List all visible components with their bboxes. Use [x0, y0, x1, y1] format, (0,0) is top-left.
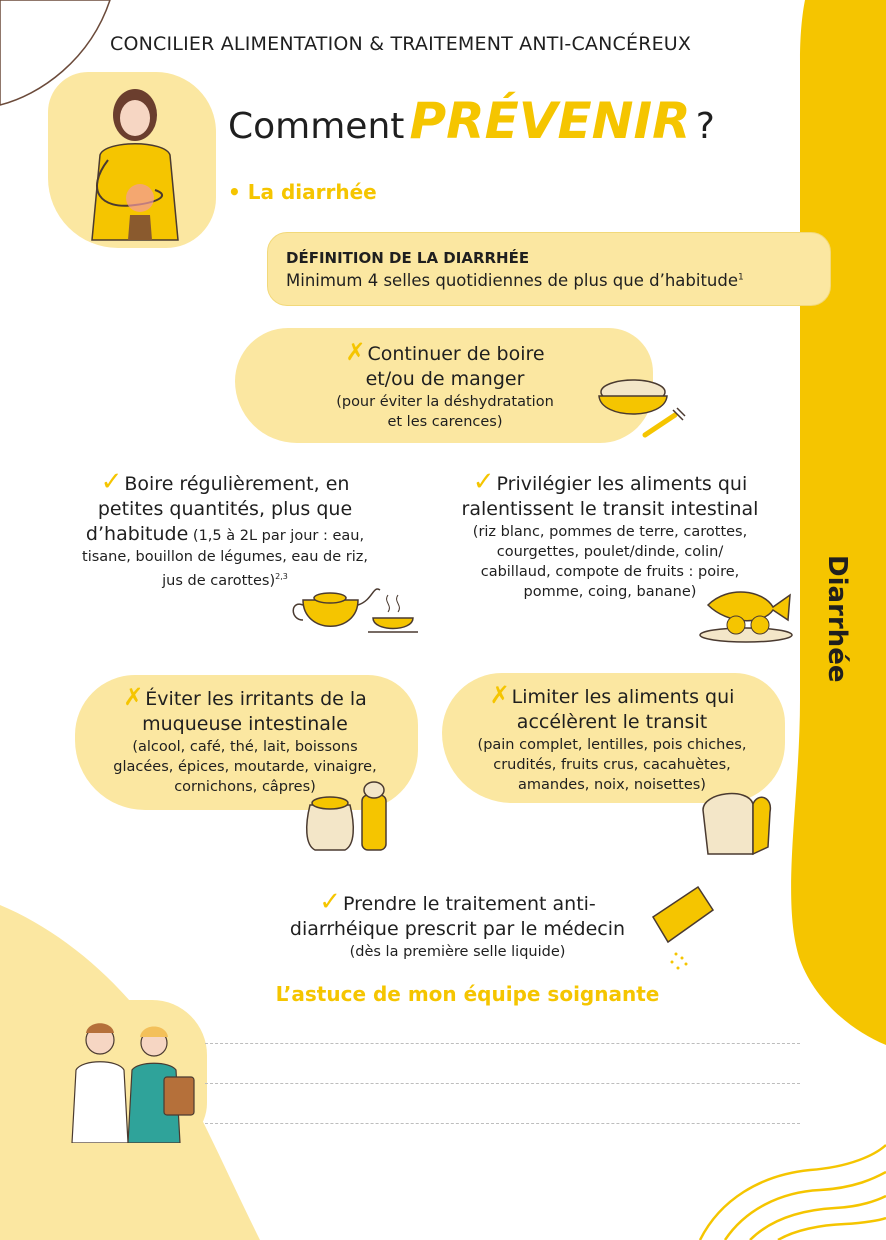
tip-drink-sup: 2,3 [275, 572, 288, 581]
side-tab [810, 555, 870, 705]
tip-avoid-detail-2: glacées, épices, moutarde, vinaigre, [113, 759, 377, 775]
bowl-icon [595, 370, 690, 442]
cross-icon: ✗ [489, 681, 510, 709]
tip-slow-line-2: ralentissent le transit intestinal [461, 498, 759, 520]
tip-avoid-line-2: muqueuse intestinale [142, 713, 348, 735]
check-icon: ✓ [100, 467, 123, 497]
note-line [205, 1123, 800, 1124]
tip-slow-detail-3: cabillaud, compote de fruits : poire, [480, 564, 740, 580]
tip-avoid-line-1: Éviter les irritants de la [145, 688, 367, 710]
bread-icon [698, 782, 776, 860]
tip-drink-line-3-detail: (1,5 à 2L par jour : eau, [188, 528, 365, 544]
note-line [205, 1083, 800, 1084]
astuce-title: L’astuce de mon équipe soignante [275, 982, 660, 1006]
top-title: CONCILIER ALIMENTATION & TRAITEMENT ANTI-CANCÉREUX [110, 33, 692, 55]
tip-slow-line-1: Privilégier les aliments qui [496, 473, 748, 495]
definition-sup: 1 [738, 272, 744, 283]
side-tab-label: Diarrhée [822, 555, 852, 683]
cross-icon: ✗ [123, 683, 144, 711]
tip-slow-detail-4: pomme, coing, banane) [523, 584, 697, 600]
definition-text [286, 271, 744, 290]
tip-limit-line-1: Limiter les aliments qui [511, 686, 735, 708]
check-icon: ✓ [319, 887, 342, 917]
tip-slow-detail-2: courgettes, poulet/dinde, colin/ [496, 544, 724, 560]
title-prefix: Comment [228, 106, 405, 147]
medical-team-icon [62, 1015, 202, 1143]
tip-slow-detail-1: (riz blanc, pommes de terre, carottes, [472, 524, 748, 540]
check-icon: ✓ [472, 467, 495, 497]
cross-icon: ✗ [345, 338, 366, 366]
tip-continue [250, 340, 640, 432]
tip-slow-foods [445, 467, 775, 602]
tip-limit-line-2: accélèrent le transit [516, 711, 708, 733]
tip-treatment [270, 887, 645, 962]
tip-treatment-line-1: Prendre le traitement anti- [343, 893, 596, 915]
tip-avoid-detail-1: (alcool, café, thé, lait, boissons [132, 739, 358, 755]
tip-drink-line-3: d’habitude [85, 523, 189, 545]
tip-continue-title-2: et/ou de manger [365, 368, 525, 390]
tip-drink-line-5: jus de carottes) [162, 572, 276, 589]
tip-limit-detail-1: (pain complet, lentilles, pois chiches, [477, 737, 747, 753]
fish-plate-icon [698, 585, 796, 647]
tip-limit-foods [447, 683, 777, 795]
title-emphasis: PRÉVENIR [409, 92, 691, 150]
tip-drink-line-2: petites quantités, plus que [97, 498, 353, 520]
tip-continue-detail-1: (pour éviter la déshydratation [336, 394, 554, 410]
tip-drink-line-4: tisane, bouillon de légumes, eau de riz, [82, 549, 368, 565]
tip-limit-detail-3: amandes, noix, noisettes) [518, 777, 706, 793]
page-title [228, 92, 715, 150]
definition-box [267, 232, 831, 306]
tip-continue-title-1: Continuer de boire [367, 343, 545, 365]
tip-drink-line-1: Boire régulièrement, en [124, 473, 350, 495]
sachet-icon [648, 882, 718, 972]
subtitle: • La diarrhée [228, 180, 377, 204]
tip-treatment-detail-1: (dès la première selle liquide) [349, 944, 566, 960]
tip-treatment-line-2: diarrhéique prescrit par le médecin [289, 918, 626, 940]
title-suffix: ? [695, 106, 715, 147]
spices-icon [300, 775, 400, 853]
definition-heading: DÉFINITION DE LA DIARRHÉE [286, 249, 530, 267]
tip-continue-detail-2: et les carences) [387, 414, 503, 430]
note-line [205, 1043, 800, 1044]
teapot-icon [288, 570, 423, 638]
woman-stomach-ache-icon [60, 80, 210, 245]
tip-avoid-detail-3: cornichons, câpres) [174, 779, 316, 795]
tip-limit-detail-2: crudités, fruits crus, cacahuètes, [493, 757, 731, 773]
definition-text-body: Minimum 4 selles quotidiennes de plus que d’habitude [286, 271, 739, 290]
